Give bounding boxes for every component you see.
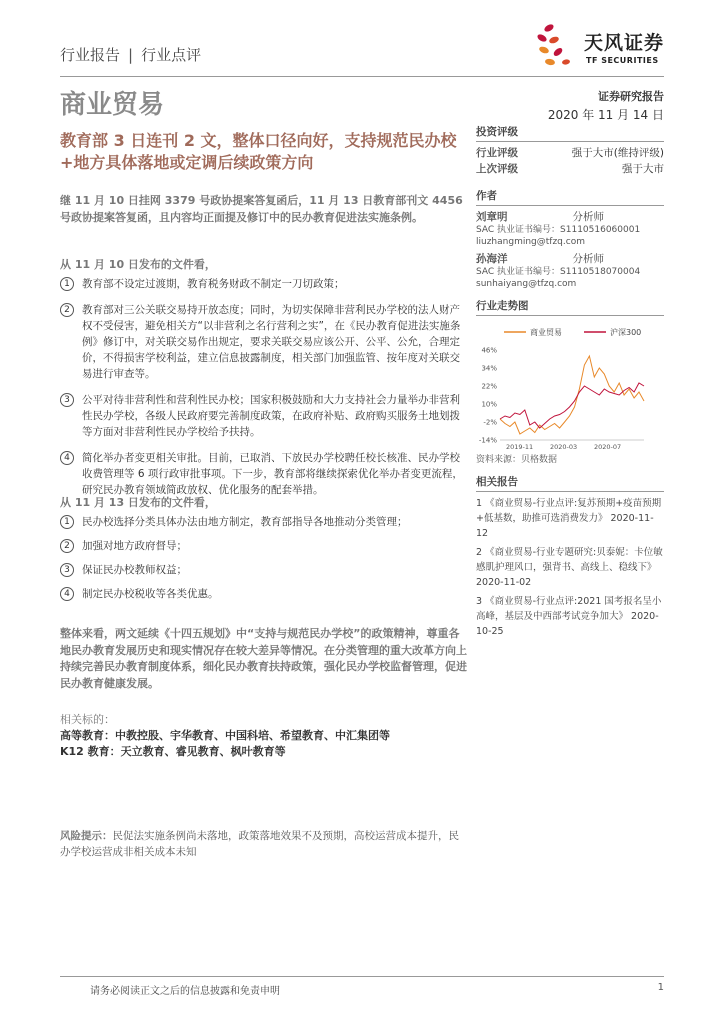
related-report-item[interactable] [476, 594, 664, 639]
list-item [60, 514, 468, 530]
tf-logo-icon [532, 20, 584, 72]
section2-head: 从 11 月 13 日发布的文件看， [60, 496, 216, 509]
footer-divider [60, 976, 664, 977]
prev-rating-row [476, 161, 664, 177]
header-separator: | [128, 46, 134, 64]
item-number: 4 [60, 587, 74, 601]
list-item [60, 302, 468, 382]
section1-head: 从 11 月 10 日发布的文件看， [60, 258, 216, 271]
higher-ed-list: 中教控股、宇华教育、中国科培、希望教育、中汇集团等 [115, 729, 390, 742]
prev-rating-value: 强于大市 [622, 163, 664, 175]
doc-type: 证券研究报告 [598, 90, 664, 103]
conclusion-paragraph: 整体来看，两文延续《十四五规划》中“支持与规范民办学校”的政策精神，尊重各地民办教育发展历史和现实情况存在较大差异等情况。在分类管理的重大改革方向上持续完善民办教育制度体系，细化民办教育扶持政策，强化民办学校监督管理，促进民办教育健康发展。 [60, 627, 467, 690]
trend-chart [476, 320, 664, 450]
summary-paragraph: 继 11 月 10 日挂网 3379 号政协提案答复函后，11 月 13 日教育部刊文 4456 号政协提案答复函，且内容均正面提及修订中的民办教育促进法实施条例。 [60, 194, 463, 224]
item-text: 民办校选择分类具体办法由地方制定，教育部指导各地推动分类管理； [82, 516, 408, 528]
report-type-label: 行业报告 [60, 46, 121, 64]
k12-label: K12 教育： [60, 745, 121, 758]
item-number: 1 [60, 515, 74, 529]
y-tick-label: 22% [481, 382, 497, 391]
related-reports-list [476, 496, 664, 639]
related-report-title[interactable]: 3 《商业贸易-行业点评:2021 国考报名呈小高峰，基层及中西部考试竞争加大》 [476, 596, 662, 622]
risk-label: 风险提示： [60, 830, 113, 842]
trend-source: 资料来源：贝格数据 [476, 455, 558, 465]
higher-ed-label: 高等教育： [60, 729, 115, 742]
sector-title: 商业贸易 [60, 90, 165, 120]
x-tick-label: 2020-03 [550, 443, 578, 450]
related-report-title[interactable]: 1 《商业贸易-行业点评:复苏预期+疫苗预期+低基数，助推可选消费发力》 [476, 498, 662, 524]
item-text: 制定民办校税收等各类优惠。 [82, 588, 219, 600]
section1-list [60, 276, 468, 508]
y-tick-label: -14% [478, 436, 497, 445]
page-number: 1 [657, 982, 664, 993]
related-report-item[interactable] [476, 545, 664, 590]
author-sac: SAC 执业证书编号：S1110516060001 [476, 225, 641, 235]
related-report-date: 2020-11-02 [476, 577, 532, 588]
author-name: 孙海洋 [476, 253, 508, 265]
list-item [60, 276, 468, 292]
list-item [60, 538, 468, 554]
industry-rating-label: 行业评级 [476, 147, 518, 159]
item-text: 教育部对三公关联交易持开放态度；同时，为切实保障非营利民办学校的法人财产权不受侵害，避免相关方“以非营利之名行营利之实”，在《民办教育促进法实施条例》修订中，对关联交易作出规定，要求关联交易应该公开、公平、公允，合理定价，不得损害学校利益，建立信息披露制度，相关部门加强监管、按年度对关联交易进行审查等。 [82, 304, 461, 380]
y-tick-label: 46% [481, 346, 497, 355]
item-number: 4 [60, 451, 74, 465]
author-role: 分析师 [572, 253, 604, 265]
x-tick-label: 2019-11 [506, 443, 534, 450]
list-item [60, 450, 468, 498]
risk-text: 民促法实施条例尚未落地，政策落地效果不及预期，高校运营成本提升，民办学校运营成非相关成本未知 [60, 830, 459, 858]
authors-head: 作者 [476, 188, 664, 206]
list-item [60, 562, 468, 578]
report-title: 教育部 3 日连刊 2 文，整体口径向好，支持规范民办校+地方具体落地或定调后续政策方向 [60, 131, 457, 172]
trend-panel [476, 298, 664, 466]
item-text: 简化举办者变更相关审批。目前，已取消、下放民办学校聘任校长核准、民办学校收费管理等 6 项行政审批事项。下一步，教育部将继续探索优化举办者变更流程，研究民办教育领域简政放权、优化服务的配套举措。 [82, 452, 463, 496]
brand-logo [532, 20, 672, 72]
logo-cn-text: 天风证券 [584, 32, 665, 54]
author-email[interactable]: sunhaiyang@tfzq.com [476, 279, 577, 289]
section2-list [60, 514, 468, 610]
item-number: 2 [60, 539, 74, 553]
footer-disclaimer: 请务必阅读正文之后的信息披露和免责申明 [90, 986, 280, 997]
item-text: 保证民办校教师权益； [82, 564, 187, 576]
related-report-date: 2020-10-25 [476, 611, 659, 637]
related-report-date: 2020-11-12 [476, 513, 654, 539]
header-divider [60, 76, 664, 77]
author-email[interactable]: liuzhangming@tfzq.com [476, 237, 585, 247]
related-reports-panel [476, 474, 664, 643]
related-report-title[interactable]: 2 《商业贸易-行业专题研究:贝泰妮：卡位敏感肌护理风口，强背书、高线上、稳线下》 [476, 547, 663, 573]
author-sac: SAC 执业证书编号：S1110518070004 [476, 267, 641, 277]
rating-head: 投资评级 [476, 124, 664, 142]
authors-panel [476, 188, 664, 290]
item-text: 公平对待非营利性和营利性民办校；国家积极鼓励和大力支持社会力量举办非营利性民办学校，各级人民政府要完善制度政策，在政府补贴、政府购买服务土地划拨等方面对非营利性民办学校给予扶持。 [82, 394, 460, 438]
prev-rating-label: 上次评级 [476, 163, 518, 175]
item-text: 加强对地方政府督导； [82, 540, 187, 552]
logo-en-text: TF SECURITIES [586, 56, 659, 65]
industry-rating-row [476, 145, 664, 161]
legend-label: 沪深300 [610, 328, 642, 337]
series-line-commerce [500, 356, 644, 434]
risk-warning [60, 828, 468, 860]
y-tick-label: -2% [483, 418, 497, 427]
industry-rating-value: 强于大市(维持评级) [571, 147, 664, 159]
author-role: 分析师 [572, 211, 604, 223]
rating-panel [476, 124, 664, 177]
report-subtype-label: 行业点评 [141, 46, 202, 64]
trend-head: 行业走势图 [476, 298, 664, 316]
legend-label: 商业贸易 [530, 328, 562, 337]
related-report-item[interactable] [476, 496, 664, 541]
y-tick-label: 34% [481, 364, 497, 373]
item-number: 2 [60, 303, 74, 317]
list-item [60, 586, 468, 602]
author-card [476, 210, 664, 248]
y-tick-label: 10% [481, 400, 497, 409]
item-number: 1 [60, 277, 74, 291]
related-targets [60, 712, 468, 760]
k12-list: 天立教育、睿见教育、枫叶教育等 [120, 745, 286, 758]
doc-date: 2020 年 11 月 14 日 [547, 108, 664, 122]
x-tick-label: 2020-07 [594, 443, 622, 450]
report-type [60, 44, 201, 65]
list-item [60, 392, 468, 440]
author-card [476, 252, 664, 290]
related-head: 相关报告 [476, 474, 664, 492]
item-number: 3 [60, 393, 74, 407]
item-text: 教育部不设定过渡期，教育税务财政不制定一刀切政策； [82, 278, 345, 290]
item-number: 3 [60, 563, 74, 577]
author-name: 刘章明 [476, 211, 508, 223]
related-targets-label: 相关标的： [60, 713, 115, 726]
